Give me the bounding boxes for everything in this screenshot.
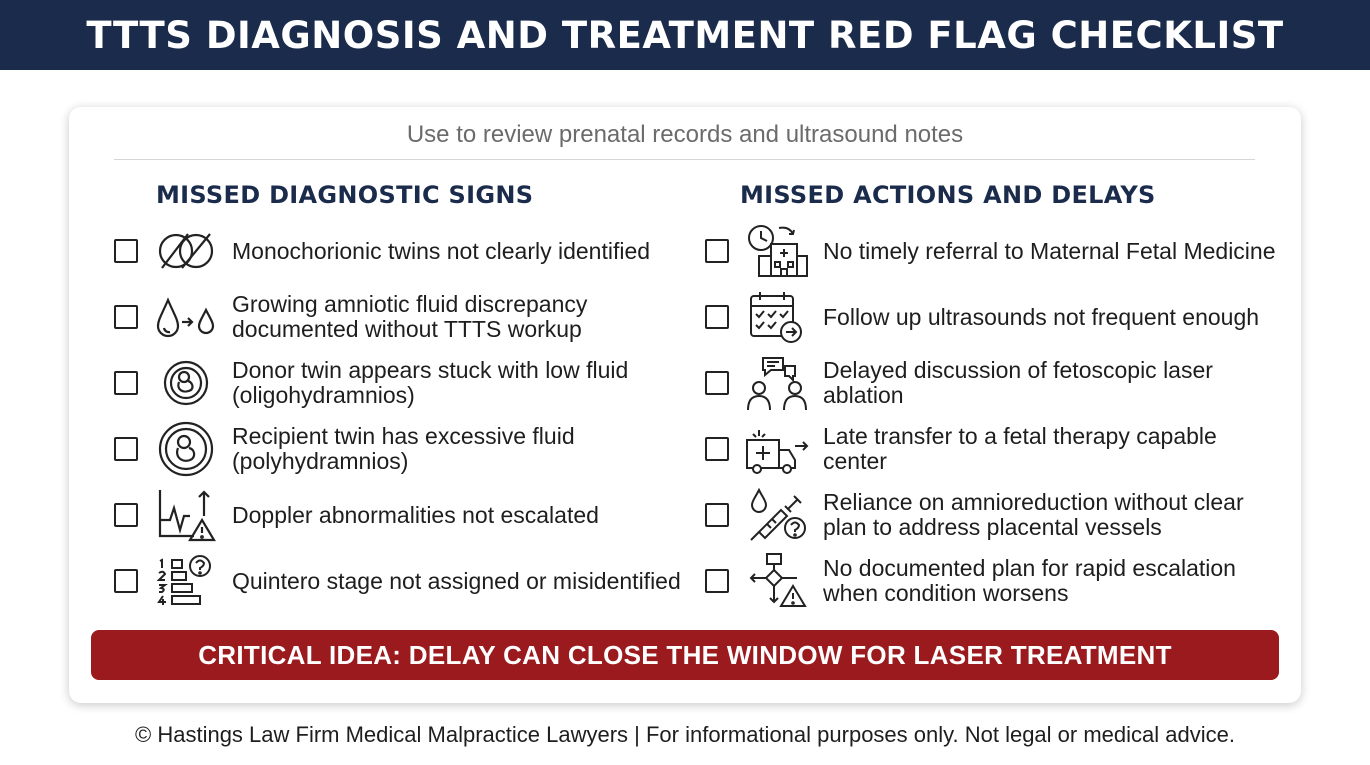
item-text: No timely referral to Maternal Fetal Medicine	[823, 237, 1276, 264]
staging-question-icon	[154, 552, 218, 610]
fetus-small-sac-icon	[154, 354, 218, 412]
checklist-item	[705, 486, 1285, 542]
item-text: Quintero stage not assigned or misidentified	[232, 567, 681, 594]
checklist-item	[705, 222, 1285, 278]
footer-disclaimer: © Hastings Law Firm Medical Malpractice Lawyers | For informational purposes only. Not legal or medical advice.	[135, 722, 1235, 747]
checkbox[interactable]	[114, 437, 138, 461]
item-text: Recipient twin has excessive fluid (polyhydramnios)	[232, 423, 575, 474]
critical-banner-text: CRITICAL IDEA: DELAY CAN CLOSE THE WINDOW FOR LASER TREATMENT	[198, 639, 1172, 670]
fluid-drops-icon	[154, 288, 218, 346]
page-title: TTTS DIAGNOSIS AND TREATMENT RED FLAG CHECKLIST	[86, 13, 1284, 57]
item-text: Reliance on amnioreduction without clear plan to address placental vessels	[823, 489, 1244, 540]
item-text: Doppler abnormalities not escalated	[232, 501, 599, 528]
checkbox[interactable]	[114, 305, 138, 329]
calendar-check-icon	[745, 288, 809, 346]
critical-banner	[91, 630, 1279, 680]
checklist-item	[114, 222, 694, 278]
ambulance-icon	[745, 420, 809, 478]
checkbox[interactable]	[114, 503, 138, 527]
checkbox[interactable]	[705, 239, 729, 263]
checkbox[interactable]	[114, 569, 138, 593]
checkbox[interactable]	[705, 569, 729, 593]
item-text: Delayed discussion of fetoscopic laser ablation	[823, 357, 1213, 408]
item-text: Donor twin appears stuck with low fluid (oligohydramnios)	[232, 357, 629, 408]
right-column-heading: MISSED ACTIONS AND DELAYS	[740, 181, 1156, 209]
checklist-item	[114, 486, 694, 542]
checkbox[interactable]	[114, 371, 138, 395]
flowchart-warning-icon	[745, 552, 809, 610]
checkbox[interactable]	[705, 503, 729, 527]
checklist-item	[705, 354, 1285, 410]
checklist-item	[114, 420, 694, 476]
item-text: Growing amniotic fluid discrepancy documented without TTTS workup	[232, 291, 588, 342]
card-subtitle: Use to review prenatal records and ultrasound notes	[406, 121, 964, 148]
item-text: Late transfer to a fetal therapy capable center	[823, 423, 1217, 474]
clock-hospital-icon	[745, 222, 809, 280]
checkbox[interactable]	[705, 305, 729, 329]
left-column-heading: MISSED DIAGNOSTIC SIGNS	[156, 181, 534, 209]
checklist-item	[114, 354, 694, 410]
checklist-item	[114, 552, 694, 608]
item-text: Monochorionic twins not clearly identified	[232, 237, 651, 264]
checklist-item	[705, 420, 1285, 476]
checklist-item	[705, 288, 1285, 344]
doppler-warning-icon	[154, 486, 218, 544]
checkbox[interactable]	[705, 371, 729, 395]
divider	[114, 159, 1255, 160]
fetus-large-sac-icon	[154, 420, 218, 478]
item-text: No documented plan for rapid escalation when condition worsens	[823, 555, 1236, 606]
discussion-people-icon	[745, 354, 809, 412]
checkbox[interactable]	[705, 437, 729, 461]
item-text: Follow up ultrasounds not frequent enough	[823, 303, 1260, 330]
header-banner	[0, 0, 1370, 70]
checklist-card	[69, 107, 1301, 703]
checklist-item	[114, 288, 694, 344]
twin-sacs-icon	[154, 222, 218, 280]
checklist-item	[705, 552, 1285, 608]
checkbox[interactable]	[114, 239, 138, 263]
syringe-question-icon	[745, 486, 809, 544]
